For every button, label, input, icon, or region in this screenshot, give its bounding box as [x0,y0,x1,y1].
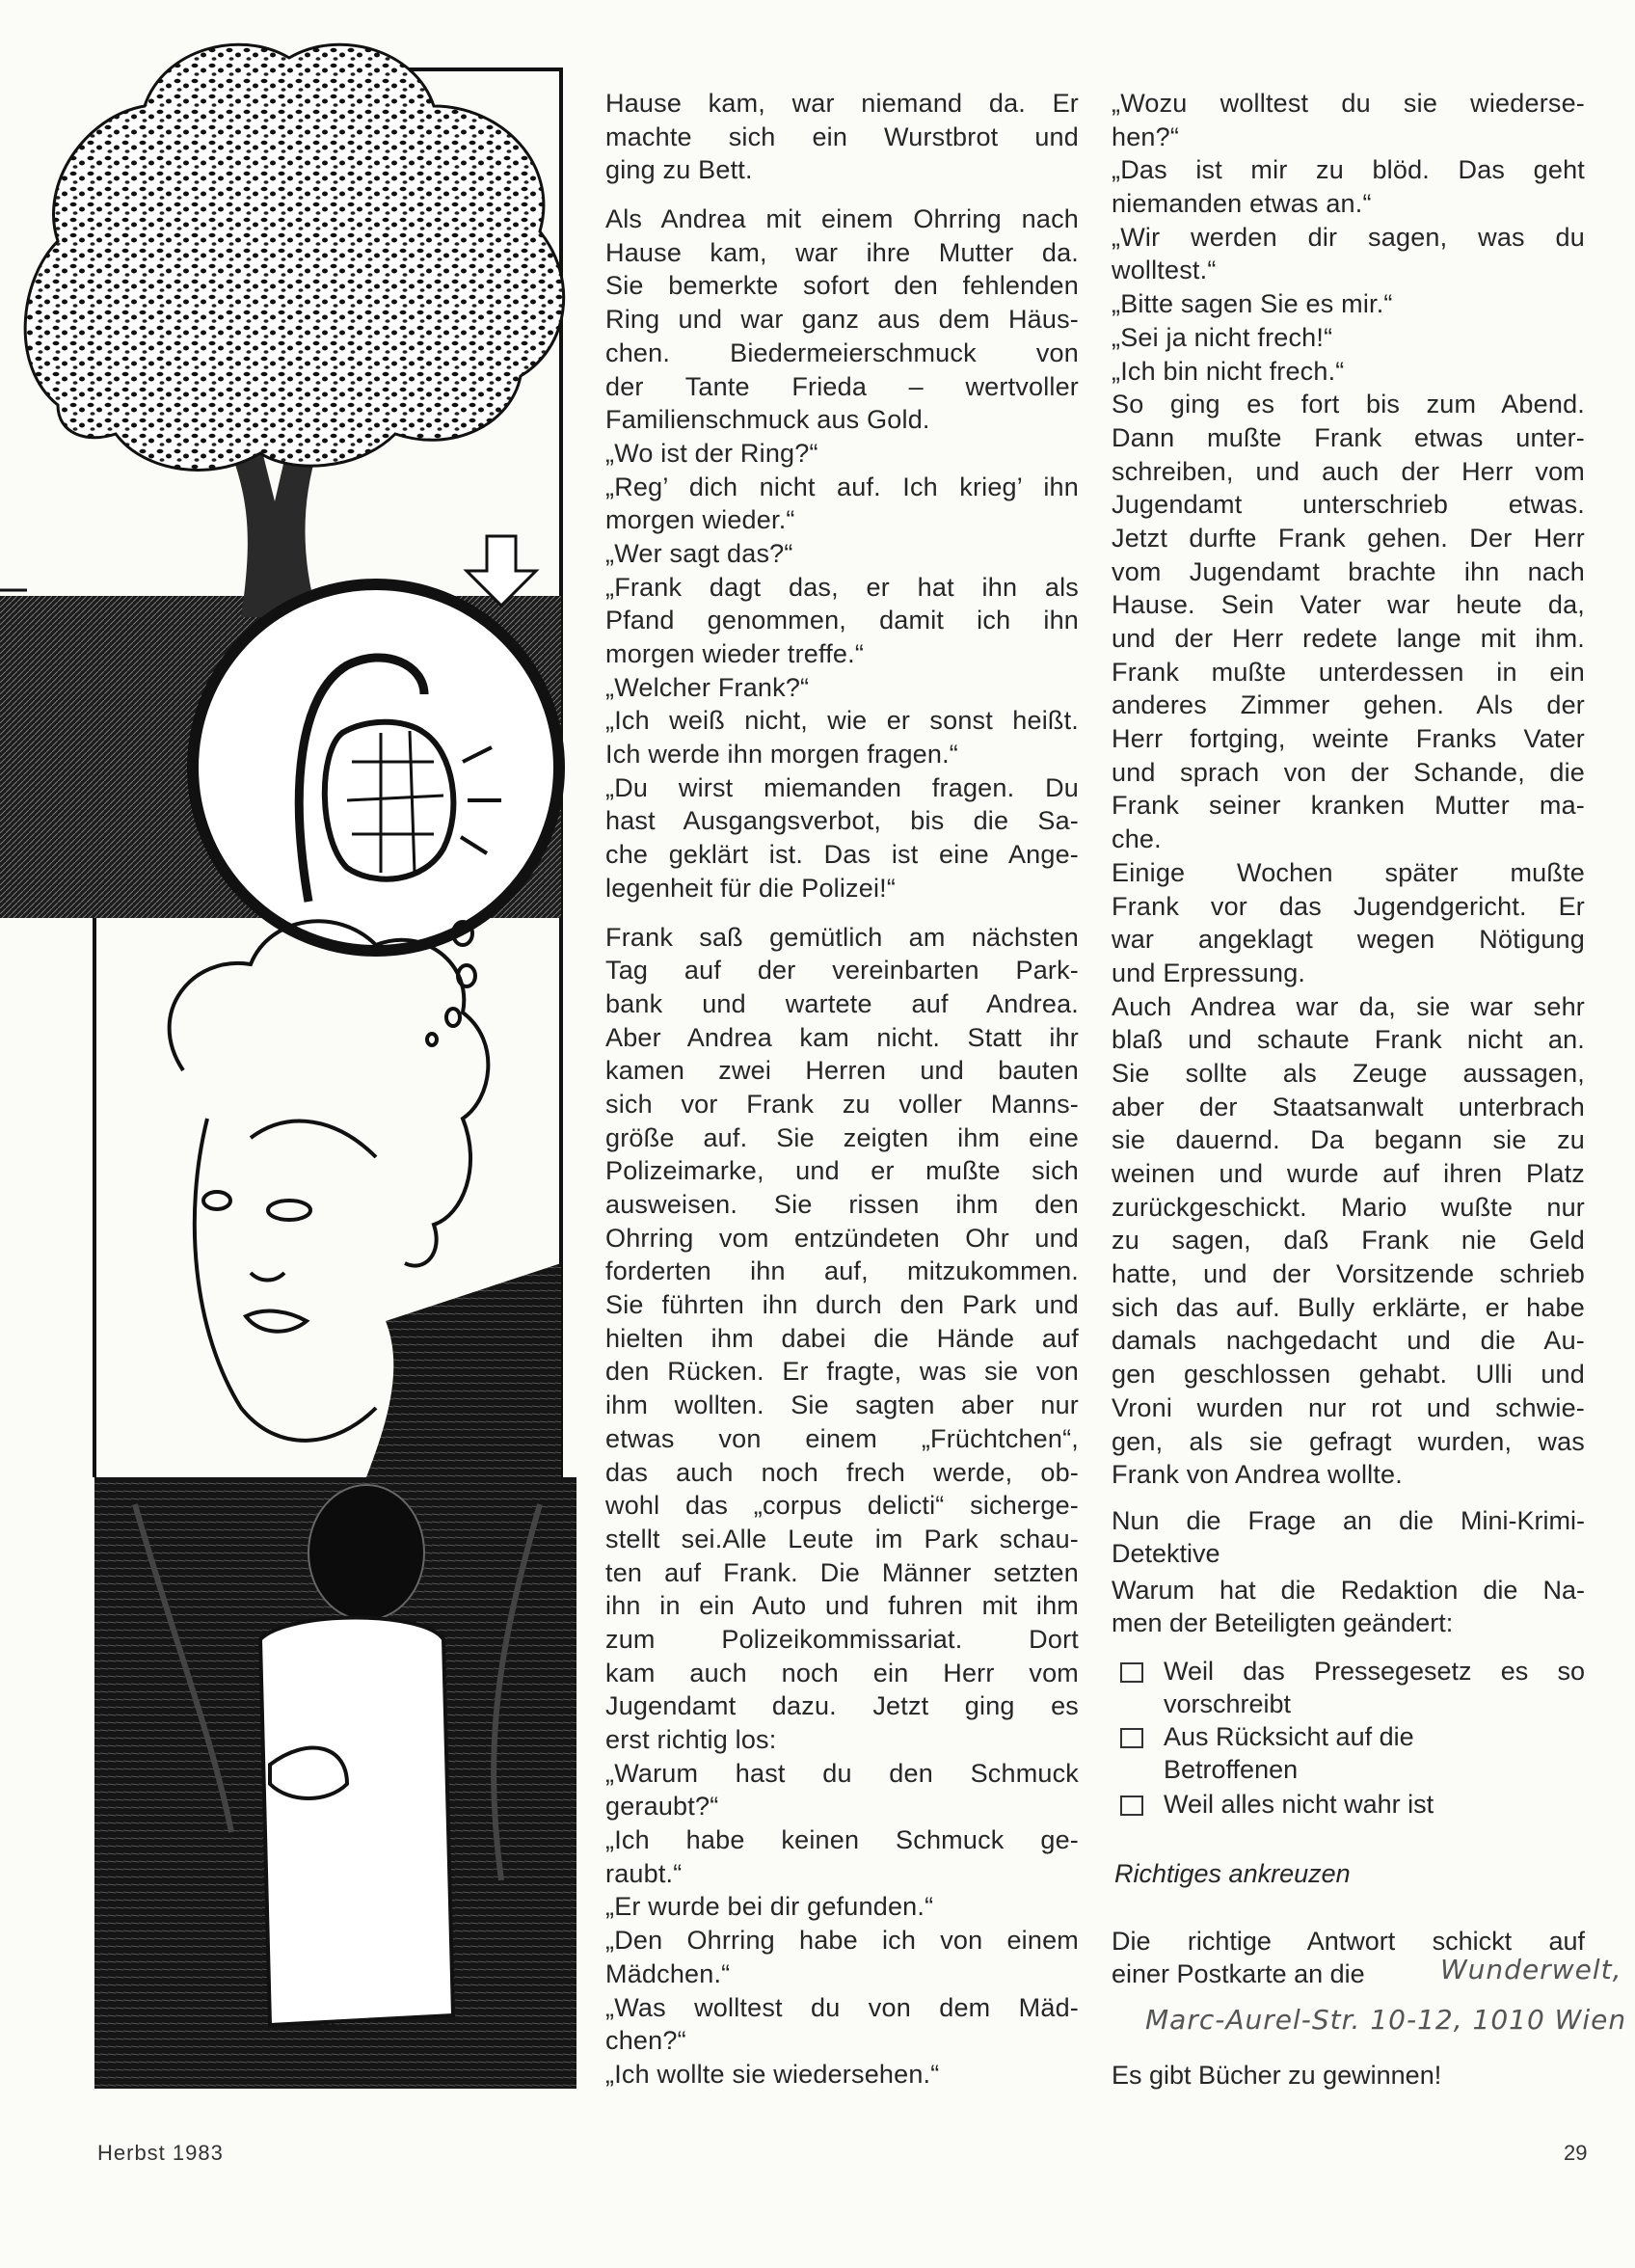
text-line: morgen wieder treffe.“ [605,639,865,668]
text-line: zurückgeschickt. Mario wußte nur [1112,1192,1585,1222]
text-line: zum Polizeikommissariat. Dort [605,1624,1079,1654]
text-line: ten auf Frank. Die Männer setzten [605,1557,1079,1587]
text-line: kam auch noch ein Herr vom [605,1658,1079,1688]
text-line: „Ich wollte sie wiedersehen.“ [605,2059,940,2089]
face [195,1119,376,1441]
text-line: chen. Biedermeierschmuck von [605,338,1079,367]
head [308,1485,424,1620]
text-line: chen?“ [605,2026,686,2056]
text-line: Jetzt durfte Frank gehen. Der Herr [1112,523,1585,553]
text-line: Frank mußte unterdessen in ein [1112,657,1585,687]
text-line: stellt sei.Alle Leute im Park schau- [605,1524,1079,1553]
option-label: Aus Rücksicht auf die [1164,1722,1414,1751]
quiz-intro: Detektive [1112,1539,1220,1568]
option-checkbox[interactable] [1120,1728,1143,1748]
text-line: gen, als sie gefragt wurden, was [1112,1426,1585,1456]
text-line: Jugendamt dazu. Jetzt ging es [605,1691,1079,1721]
text-line: sich vor Frank zu voller Manns- [605,1089,1079,1119]
tree [25,44,564,617]
text-line: und der Herr redete lange mit ihm. [1112,624,1585,653]
text-line: das auch noch frech werde, ob- [605,1457,1079,1487]
option-checkbox[interactable] [1120,1662,1143,1683]
option-label: vorschreibt [1164,1689,1292,1718]
text-line: Familienschmuck aus Gold. [605,405,930,435]
text-line: sich das auf. Bully erklärte, er habe [1112,1292,1585,1322]
text-line: Vroni wurden nur rot und schwie- [1112,1392,1585,1422]
text-line: hen?“ [1112,122,1180,151]
text-line: „Er wurde bei dir gefunden.“ [605,1892,934,1922]
text-line: bank und wartete auf Andrea. [605,988,1079,1018]
text-line: legenheit für die Polizei!“ [605,873,897,903]
option-label: Weil alles nicht wahr ist [1164,1790,1434,1819]
text-line: Dann mußte Frank etwas unter- [1112,422,1585,452]
send-instruction: einer Postkarte an die [1112,1959,1365,1988]
text-line: „Wer sagt das?“ [605,538,793,568]
text-line: Sie sollte als Zeuge aussagen, [1112,1058,1585,1088]
text-line: damals nachgedacht und die Au- [1112,1326,1585,1356]
quiz-intro: Nun die Frage an die Mini-Krimi- [1112,1506,1585,1535]
text-line: Ohrring vom entzündeten Ohr und [605,1223,1079,1253]
text-line: „Den Ohrring habe ich von einem [605,1926,1079,1956]
handwritten-address: Wunderwelt, [1440,1954,1622,1985]
text-line: „Ich weiß nicht, wie er sonst heißt. [605,706,1079,736]
text-line: Jugendamt unterschrieb etwas. [1112,490,1585,520]
text-line: Sie bemerkte sofort den fehlenden [605,271,1079,301]
prize-note: Es gibt Bücher zu gewinnen! [1112,2061,1442,2090]
eye [268,1201,310,1220]
text-line: wolltest.“ [1112,256,1217,285]
text-line: hatte, und der Vorsitzende schrieb [1112,1259,1585,1289]
text-line: etwas von einem „Früchtchen“, [605,1423,1079,1453]
collar [366,1263,561,1477]
text-line: „Wozu wolltest du sie wiederse- [1112,89,1585,118]
text-line: ausweisen. Sie rissen ihm den [605,1190,1079,1219]
text-line: Ich werde ihn morgen fragen.“ [605,740,958,770]
text-line: „Sei ja nicht frech!“ [1112,322,1333,352]
text-line: Frank vor das Jugendgericht. Er [1112,891,1585,921]
text-line: „Was wolltest du von dem Mäd- [605,1992,1079,2022]
option-label: Weil das Pressegesetz es so [1164,1657,1585,1686]
handwritten-address: Marc-Aurel-Str. 10-12, 1010 Wien [1145,2004,1627,2036]
text-line: Tag auf der vereinbarten Park- [605,956,1079,986]
text-line: gen geschlossen gehabt. Ulli und [1112,1360,1585,1390]
text-line: ihn in ein Auto und fuhren mit ihm [605,1591,1079,1621]
text-line: niemanden etwas an.“ [1112,189,1372,219]
text-line: „Warum hast du den Schmuck [605,1758,1079,1788]
tree-canopy [25,44,564,470]
text-line: blaß und schaute Frank nicht an. [1112,1025,1585,1055]
text-line: machte sich ein Wurstbrot und [605,122,1079,151]
hands [270,1748,347,1798]
article-column-middle [605,87,1079,2107]
text-line: sie dauernd. Da begann sie zu [1112,1125,1585,1155]
send-instruction: Die richtige Antwort schickt auf [1112,1927,1585,1956]
text-line: größe auf. Sie zeigten ihm eine [605,1122,1079,1152]
shirt [260,1618,453,2026]
paragraph [605,202,1079,904]
text-line: hast Ausgangsverbot, bis die Sa- [605,806,1079,836]
text-line: Frank seiner kranken Mutter ma- [1112,791,1585,821]
text-line: Aber Andrea kam nicht. Statt ihr [605,1022,1079,1052]
option-label: Betroffenen [1164,1755,1299,1784]
text-line: „Das ist mir zu blöd. Das geht [1112,155,1585,185]
eye [203,1192,230,1209]
text-line: Herr fortging, weinte Franks Vater [1112,724,1585,754]
issue-label: Herbst 1983 [97,2141,224,2165]
text-line: hielten ihm dabei die Hände auf [605,1323,1079,1353]
text-line: forderten ihn auf, mitzukommen. [605,1256,1079,1286]
text-line: und sprach von der Schande, die [1112,757,1585,787]
quiz-question: men der Beteiligten geändert: [1112,1608,1454,1637]
text-line: „Reg’ dich nicht auf. Ich krieg’ ihn [605,472,1079,501]
text-line: Als Andrea mit einem Ohrring nach [605,204,1079,234]
text-line: Ring und war ganz aus dem Häus- [605,305,1079,335]
text-line: vom Jugendamt brachte ihn nach [1112,556,1585,586]
text-line: erst richtig los: [605,1725,777,1754]
text-line: Hause. Sein Vater war heute da, [1112,590,1585,620]
text-line: „Du wirst miemanden fragen. Du [605,772,1079,802]
text-line: Sie führten ihn durch den Park und [605,1290,1079,1320]
text-line: „Welcher Frank?“ [605,672,810,702]
instruction: Richtiges ankreuzen [1114,1859,1351,1888]
text-line: kamen zwei Herren und bauten [605,1056,1079,1086]
text-line: und Erpressung. [1112,958,1306,987]
text-line: weinen und wurde auf ihren Platz [1112,1159,1585,1188]
text-line: morgen wieder.“ [605,505,795,535]
text-line: schreiben, und auch der Herr vom [1112,456,1585,486]
text-line: zu sagen, daß Frank nie Geld [1112,1226,1585,1256]
text-line: „Bitte sagen Sie es mir.“ [1112,289,1393,319]
option-checkbox[interactable] [1120,1796,1143,1816]
down-arrow-icon [467,536,536,606]
fist [325,722,454,879]
text-line: Pfand genommen, damit ich ihn [605,606,1079,635]
text-line: Frank von Andrea wollte. [1112,1460,1403,1490]
text-line: Hause kam, war niemand da. Er [605,89,1079,118]
text-line: anderes Zimmer gehen. Als der [1112,690,1585,720]
text-line: Auch Andrea war da, sie war sehr [1112,991,1585,1021]
text-line: „Ich habe keinen Schmuck ge- [605,1825,1079,1855]
text-line: raubt.“ [605,1858,683,1888]
text-line: geraubt?“ [605,1792,719,1822]
text-line: Polizeimarke, und er mußte sich [605,1156,1079,1186]
text-line: „Ich bin nicht frech.“ [1112,356,1345,386]
text-line: Frank saß gemütlich am nächsten [605,922,1079,952]
text-line: den Rücken. Er fragte, was sie von [605,1357,1079,1387]
text-line: che. [1112,824,1162,854]
text-line: Einige Wochen später mußte [1112,857,1585,887]
text-line: ging zu Bett. [605,155,753,185]
article-column-right [1112,87,1585,1507]
text-line: „Wir werden dir sagen, was du [1112,222,1585,252]
paragraph [1112,87,1585,1492]
illustration [0,0,588,2102]
text-line: aber der Staatsanwalt unterbrach [1112,1092,1585,1121]
text-line: war angeklagt wegen Nötigung [1112,925,1585,955]
text-line: „Wo ist der Ring?“ [605,438,818,468]
quiz-question: Warum hat die Redaktion die Na- [1112,1576,1585,1605]
text-line: Mädchen.“ [605,1958,731,1988]
text-line: Hause kam, war ihre Mutter da. [605,237,1079,267]
page-number: 29 [1564,2141,1588,2165]
text-line: der Tante Frieda – wertvoller [605,371,1079,401]
text-line: ihm wollten. Sie sagten aber nur [605,1390,1079,1420]
paragraph [605,87,1079,187]
fist-with-ring-medallion [193,584,559,951]
text-line: che geklärt ist. Das ist eine Ange- [605,840,1079,870]
paragraph [605,921,1079,2092]
text-line: wohl das „corpus delicti“ sicherge- [605,1491,1079,1521]
mouth [246,1311,307,1332]
hair [170,921,489,1265]
text-line: So ging es fort bis zum Abend. [1112,390,1585,419]
text-line: „Frank dagt das, er hat ihn als [605,572,1079,602]
